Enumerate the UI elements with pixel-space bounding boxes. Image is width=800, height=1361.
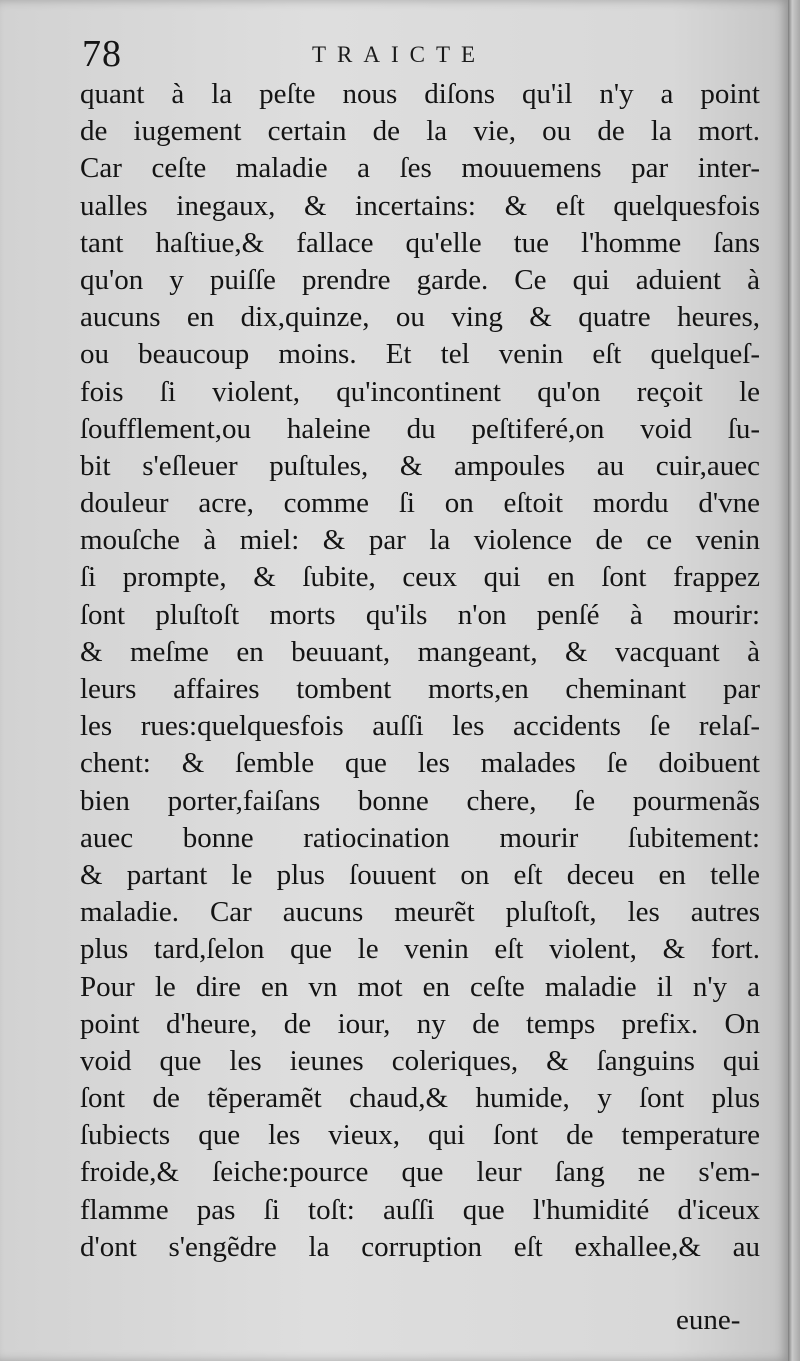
running-head — [82, 26, 762, 75]
text-line: Car ceſte maladie a ſes mouuemens par inter- — [80, 152, 760, 185]
text-line: ſont pluſtoſt morts qu'ils n'on penſé à mourir: — [80, 598, 760, 631]
text-line: plus tard,ſelon que le venin eſt violent, & fort. — [80, 933, 760, 966]
text-line: flamme pas ſi toſt: auſſi que l'humidité d'iceux — [80, 1193, 760, 1226]
page-edge — [788, 0, 800, 1361]
text-line: ſubiects que les vieux, qui ſont de temperature — [80, 1119, 760, 1152]
text-line: ſi prompte, & ſubite, ceux qui en ſont frappez — [80, 561, 760, 594]
text-line: chent: & ſemble que les malades ſe doibuent — [80, 747, 760, 780]
text-line: & meſme en beuuant, mangeant, & vacquant à — [80, 635, 760, 668]
catchword: eune- — [676, 1304, 741, 1336]
text-line: Pour le dire en vn mot en ceſte maladie il n'y a — [80, 970, 760, 1003]
text-line: fois ſi violent, qu'incontinent qu'on reçoit le — [80, 375, 760, 408]
running-title: TRAICTE — [312, 42, 487, 67]
text-line: & partant le plus ſouuent on eſt deceu en telle — [80, 858, 760, 891]
text-line: ſont de tẽperamẽt chaud,& humide, y ſont plus — [80, 1082, 760, 1115]
text-line: auec bonne ratiocination mourir ſubitement: — [80, 821, 760, 854]
text-line: froide,& ſeiche:pource que leur ſang ne s'em- — [80, 1156, 760, 1189]
text-line: quant à la peſte nous diſons qu'il n'y a point — [80, 78, 760, 110]
text-line: tant haſtiue,& fallace qu'elle tue l'homme ſans — [80, 226, 760, 259]
text-line: ſoufflement,ou haleine du peſtiferé,on void ſu- — [80, 412, 760, 445]
page-number: 78 — [82, 33, 122, 75]
text-line: de iugement certain de la vie, ou de la mort. — [80, 115, 760, 148]
text-line: mouſche à miel: & par la violence de ce venin — [80, 524, 760, 557]
text-line: aucuns en dix,quinze, ou ving & quatre heures, — [80, 301, 760, 334]
text-line: bien porter,faiſans bonne chere, ſe pourmenãs — [80, 784, 760, 817]
text-line: leurs affaires tombent morts,en cheminant par — [80, 673, 760, 705]
text-line: qu'on y puiſſe prendre garde. Ce qui aduient à — [80, 263, 760, 296]
text-line: maladie. Car aucuns meurẽt pluſtoſt, les autres — [80, 896, 760, 929]
text-line: ou beaucoup moins. Et tel venin eſt quelqueſ- — [80, 338, 760, 371]
text-line: douleur acre, comme ſi on eſtoit mordu d'vne — [80, 487, 760, 520]
text-line: les rues:quelquesfois auſſi les accidents ſe relaſ- — [80, 710, 760, 743]
text-line: point d'heure, de iour, ny de temps prefix. On — [80, 1007, 760, 1040]
text-line: bit s'eſleuer puſtules, & ampoules au cuir,auec — [80, 449, 760, 482]
body-text — [80, 76, 760, 1266]
text-line: d'ont s'engẽdre la corruption eſt exhallee,& au — [80, 1230, 760, 1263]
text-line: void que les ieunes coleriques, & ſanguins qui — [80, 1044, 760, 1077]
text-line: ualles inegaux, & incertains: & eſt quelquesfois — [80, 189, 760, 222]
